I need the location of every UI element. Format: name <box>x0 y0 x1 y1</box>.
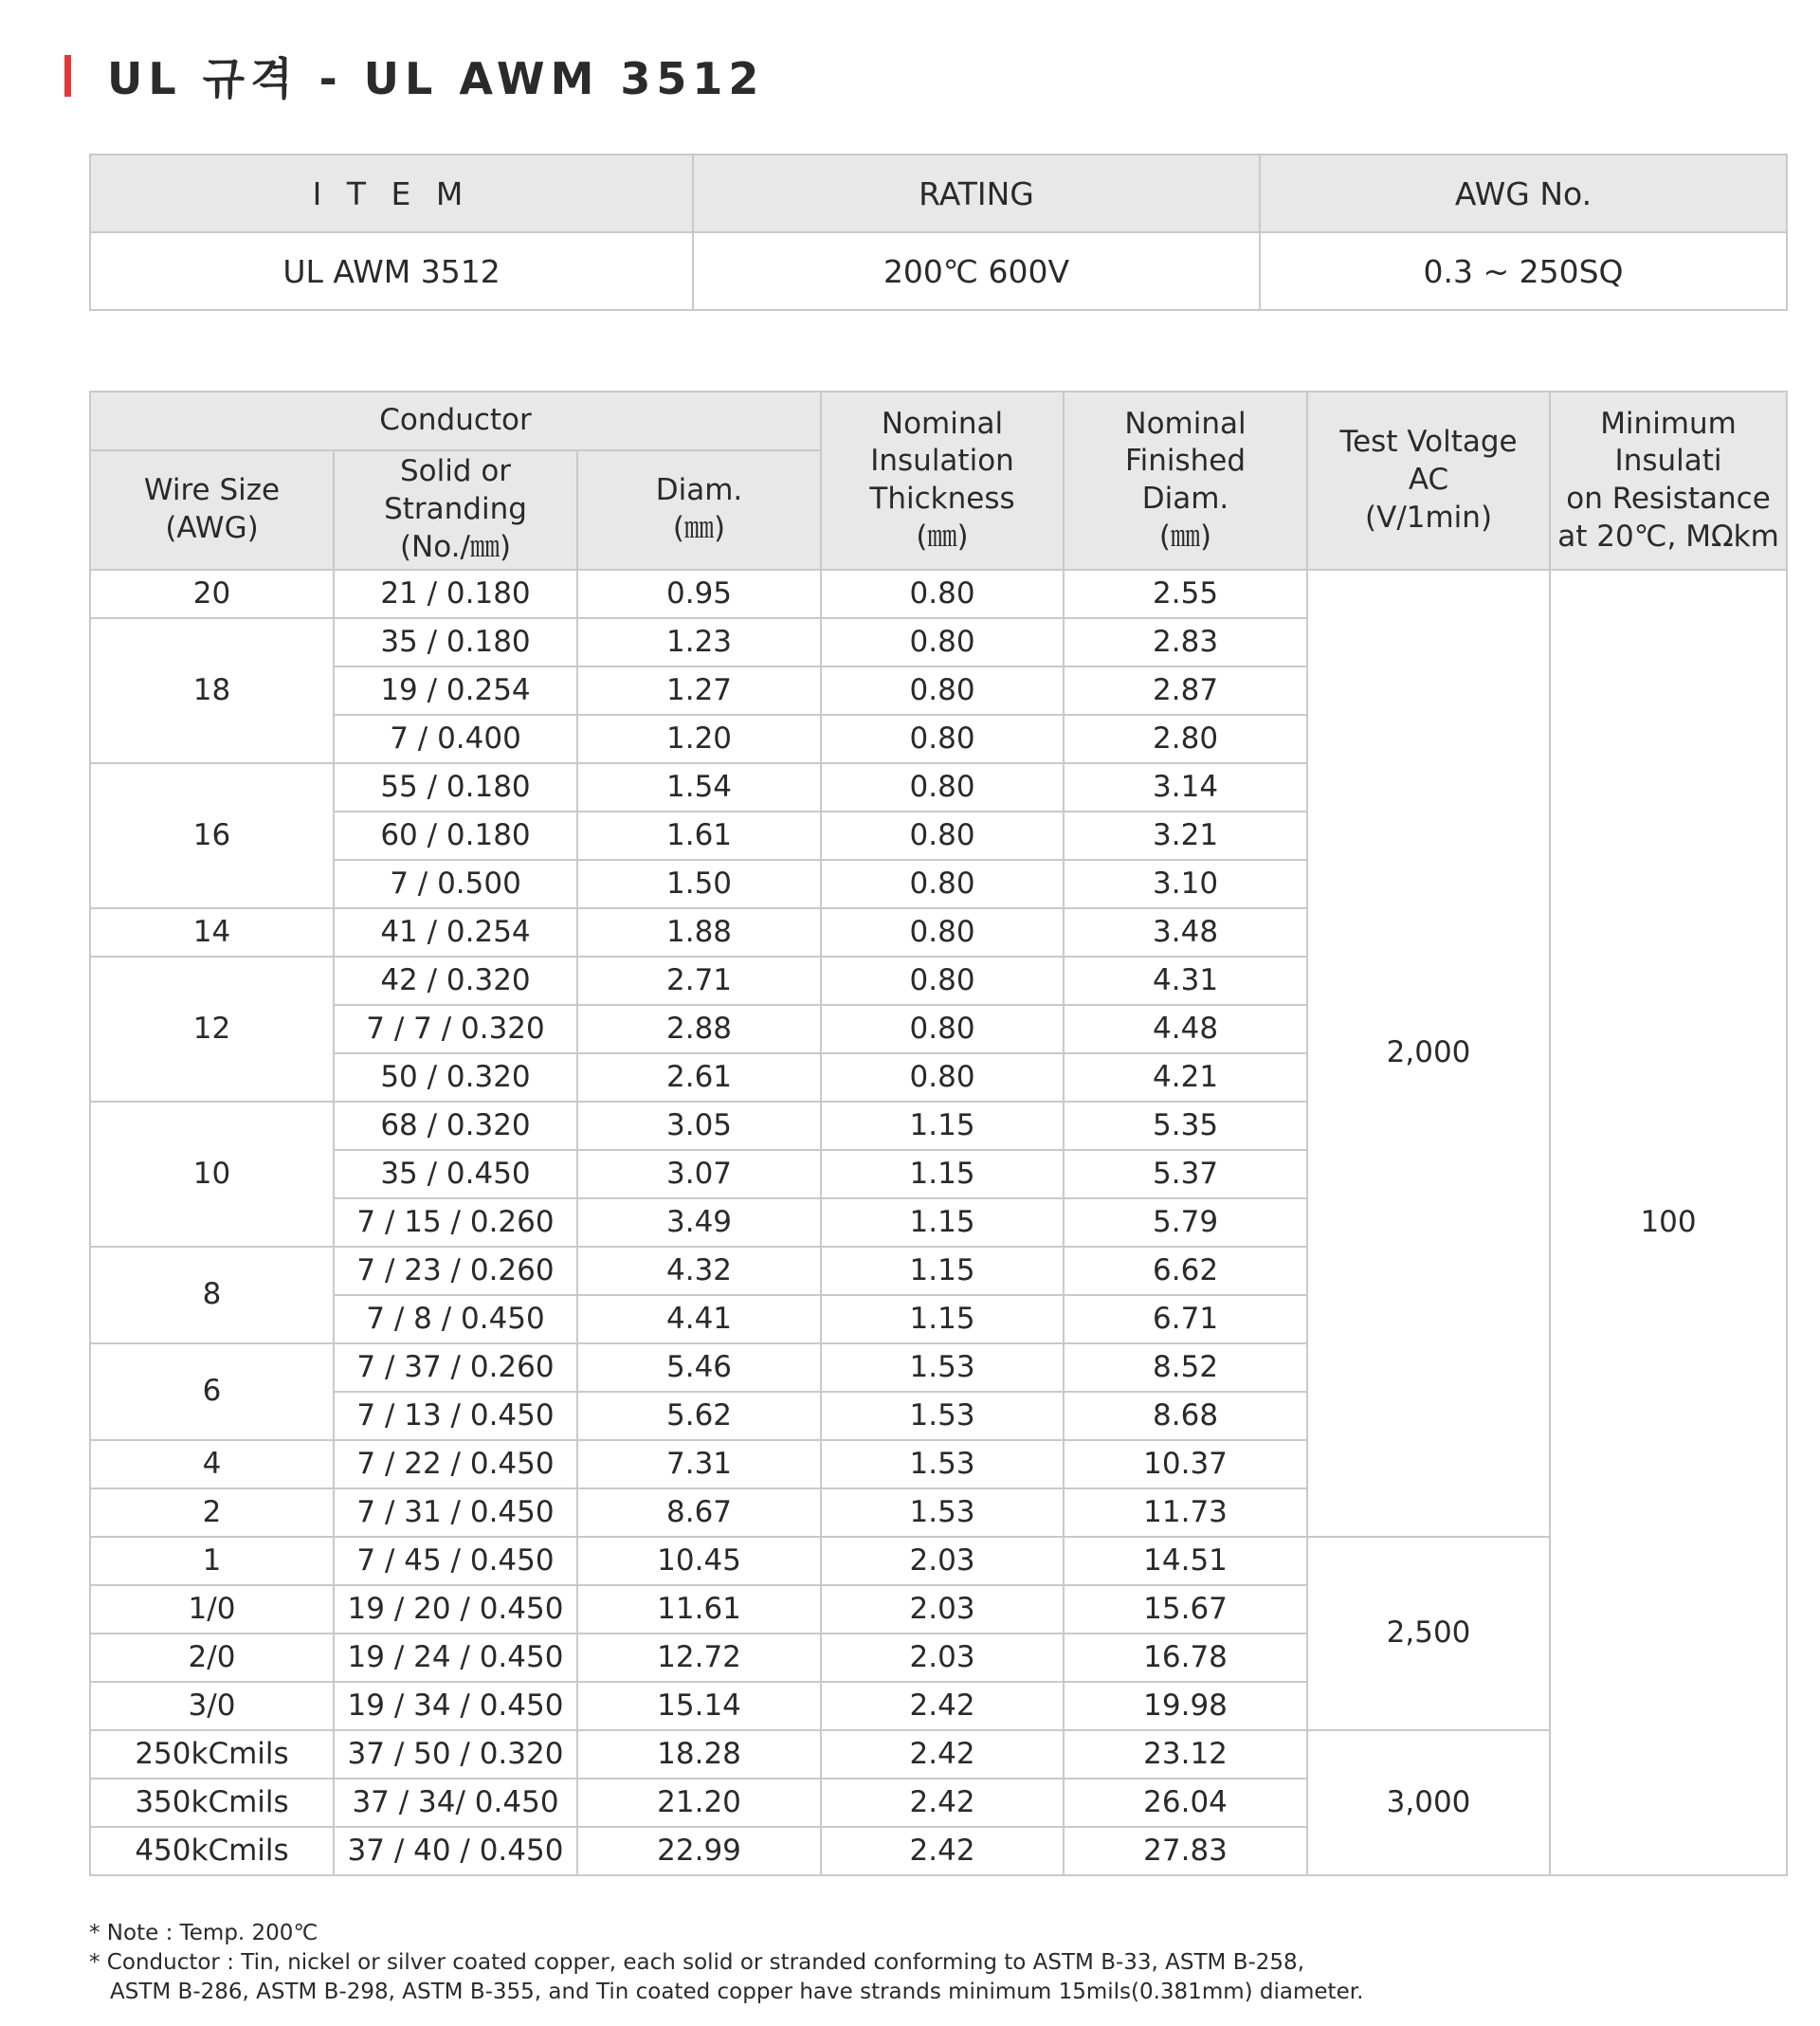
finished-diam-cell: 3.48 <box>1064 908 1307 957</box>
wire-size-cell: 1/0 <box>90 1585 334 1634</box>
insulation-cell: 0.80 <box>821 763 1064 812</box>
finished-diam-cell: 3.10 <box>1064 860 1307 908</box>
header-insulation-resistance: Minimum Insulati on Resistance at 20℃, MΩkm <box>1550 392 1787 570</box>
stranding-cell: 7 / 22 / 0.450 <box>334 1440 577 1488</box>
wire-size-cell: 2/0 <box>90 1634 334 1682</box>
summary-header-row <box>90 155 1787 232</box>
note-temp: * Note : Temp. 200℃ <box>89 1921 318 1945</box>
stranding-cell: 7 / 0.400 <box>334 715 577 763</box>
finished-diam-cell: 2.55 <box>1064 570 1307 618</box>
diam-cell: 21.20 <box>577 1779 821 1827</box>
stranding-cell: 35 / 0.180 <box>334 618 577 666</box>
diam-cell: 1.50 <box>577 860 821 908</box>
stranding-cell: 55 / 0.180 <box>334 763 577 812</box>
diam-cell: 3.05 <box>577 1102 821 1150</box>
stranding-cell: 35 / 0.450 <box>334 1150 577 1198</box>
finished-diam-cell: 4.21 <box>1064 1053 1307 1102</box>
wire-size-cell: 14 <box>90 908 334 957</box>
wire-size-cell: 1 <box>90 1537 334 1585</box>
insulation-cell: 2.42 <box>821 1827 1064 1875</box>
insulation-cell: 2.03 <box>821 1585 1064 1634</box>
insulation-cell: 1.15 <box>821 1295 1064 1343</box>
diam-cell: 5.46 <box>577 1343 821 1392</box>
diam-cell: 4.41 <box>577 1295 821 1343</box>
diam-cell: 1.27 <box>577 666 821 715</box>
note-conductor: * Conductor : Tin, nickel or silver coated copper, each solid or stranded conforming to ASTM B-33, ASTM B-258, <box>89 1950 1305 1975</box>
insulation-cell: 1.53 <box>821 1488 1064 1537</box>
insulation-cell: 1.15 <box>821 1198 1064 1247</box>
diam-cell: 2.61 <box>577 1053 821 1102</box>
finished-diam-cell: 3.21 <box>1064 812 1307 860</box>
finished-diam-cell: 3.14 <box>1064 763 1307 812</box>
spec-table-body <box>90 570 1787 1875</box>
insulation-cell: 1.15 <box>821 1102 1064 1150</box>
finished-diam-cell: 2.87 <box>1064 666 1307 715</box>
finished-diam-cell: 5.35 <box>1064 1102 1307 1150</box>
stranding-cell: 7 / 45 / 0.450 <box>334 1537 577 1585</box>
finished-diam-cell: 26.04 <box>1064 1779 1307 1827</box>
diam-cell: 4.32 <box>577 1247 821 1295</box>
finished-diam-cell: 6.62 <box>1064 1247 1307 1295</box>
stranding-cell: 37 / 40 / 0.450 <box>334 1827 577 1875</box>
wire-size-cell: 6 <box>90 1343 334 1440</box>
summary-value-row <box>90 232 1787 310</box>
stranding-cell: 68 / 0.320 <box>334 1102 577 1150</box>
insulation-cell: 0.80 <box>821 908 1064 957</box>
diam-cell: 22.99 <box>577 1827 821 1875</box>
finished-diam-cell: 11.73 <box>1064 1488 1307 1537</box>
insulation-cell: 1.53 <box>821 1343 1064 1392</box>
table-row <box>90 1537 1787 1585</box>
wire-size-cell: 8 <box>90 1247 334 1343</box>
wire-size-cell: 20 <box>90 570 334 618</box>
test-voltage-cell: 2,000 <box>1307 570 1550 1537</box>
diam-cell: 1.54 <box>577 763 821 812</box>
stranding-cell: 19 / 20 / 0.450 <box>334 1585 577 1634</box>
wire-size-cell: 2 <box>90 1488 334 1537</box>
diam-cell: 2.71 <box>577 957 821 1005</box>
stranding-cell: 37 / 34/ 0.450 <box>334 1779 577 1827</box>
spec-table <box>89 391 1788 1876</box>
finished-diam-cell: 19.98 <box>1064 1682 1307 1730</box>
insulation-cell: 1.53 <box>821 1440 1064 1488</box>
header-finished-diam: Nominal Finished Diam. (㎜) <box>1064 392 1307 570</box>
diam-cell: 15.14 <box>577 1682 821 1730</box>
finished-diam-cell: 2.83 <box>1064 618 1307 666</box>
header-stranding: Solid or Stranding (No./㎜) <box>334 450 577 570</box>
stranding-cell: 21 / 0.180 <box>334 570 577 618</box>
finished-diam-cell: 4.48 <box>1064 1005 1307 1053</box>
diam-cell: 11.61 <box>577 1585 821 1634</box>
stranding-cell: 19 / 24 / 0.450 <box>334 1634 577 1682</box>
finished-diam-cell: 5.79 <box>1064 1198 1307 1247</box>
diam-cell: 8.67 <box>577 1488 821 1537</box>
stranding-cell: 60 / 0.180 <box>334 812 577 860</box>
wire-size-cell: 250kCmils <box>90 1730 334 1779</box>
insulation-cell: 0.80 <box>821 957 1064 1005</box>
diam-cell: 1.61 <box>577 812 821 860</box>
insulation-cell: 2.42 <box>821 1779 1064 1827</box>
finished-diam-cell: 10.37 <box>1064 1440 1307 1488</box>
stranding-cell: 7 / 15 / 0.260 <box>334 1198 577 1247</box>
wire-size-cell: 10 <box>90 1102 334 1247</box>
insulation-cell: 1.15 <box>821 1150 1064 1198</box>
insulation-cell: 0.80 <box>821 666 1064 715</box>
header-insulation-thickness: Nominal Insulation Thickness (㎜) <box>821 392 1064 570</box>
insulation-cell: 0.80 <box>821 812 1064 860</box>
table-row <box>90 570 1787 618</box>
stranding-cell: 42 / 0.320 <box>334 957 577 1005</box>
summary-header-item: I T E M <box>90 155 693 232</box>
finished-diam-cell: 5.37 <box>1064 1150 1307 1198</box>
header-test-voltage: Test Voltage AC (V/1min) <box>1307 392 1550 570</box>
insulation-cell: 0.80 <box>821 860 1064 908</box>
stranding-cell: 7 / 31 / 0.450 <box>334 1488 577 1537</box>
stranding-cell: 37 / 50 / 0.320 <box>334 1730 577 1779</box>
test-voltage-cell: 3,000 <box>1307 1730 1550 1875</box>
stranding-cell: 7 / 7 / 0.320 <box>334 1005 577 1053</box>
finished-diam-cell: 14.51 <box>1064 1537 1307 1585</box>
wire-size-cell: 450kCmils <box>90 1827 334 1875</box>
summary-table <box>89 154 1788 311</box>
diam-cell: 2.88 <box>577 1005 821 1053</box>
title-accent-bar <box>64 55 71 97</box>
finished-diam-cell: 16.78 <box>1064 1634 1307 1682</box>
finished-diam-cell: 27.83 <box>1064 1827 1307 1875</box>
summary-item-value: UL AWM 3512 <box>90 232 693 310</box>
stranding-cell: 41 / 0.254 <box>334 908 577 957</box>
insulation-cell: 2.42 <box>821 1730 1064 1779</box>
insulation-cell: 0.80 <box>821 715 1064 763</box>
spec-header-row-1 <box>90 392 1787 450</box>
summary-rating-value: 200℃ 600V <box>693 232 1260 310</box>
diam-cell: 12.72 <box>577 1634 821 1682</box>
diam-cell: 3.07 <box>577 1150 821 1198</box>
header-wire-size: Wire Size (AWG) <box>90 450 334 570</box>
diam-cell: 10.45 <box>577 1537 821 1585</box>
insulation-cell: 2.03 <box>821 1537 1064 1585</box>
diam-cell: 1.23 <box>577 618 821 666</box>
wire-size-cell: 16 <box>90 763 334 908</box>
insulation-cell: 1.53 <box>821 1392 1064 1440</box>
insulation-cell: 0.80 <box>821 618 1064 666</box>
insulation-cell: 2.03 <box>821 1634 1064 1682</box>
wire-size-cell: 18 <box>90 618 334 763</box>
stranding-cell: 7 / 23 / 0.260 <box>334 1247 577 1295</box>
finished-diam-cell: 6.71 <box>1064 1295 1307 1343</box>
stranding-cell: 19 / 34 / 0.450 <box>334 1682 577 1730</box>
wire-size-cell: 4 <box>90 1440 334 1488</box>
stranding-cell: 7 / 37 / 0.260 <box>334 1343 577 1392</box>
summary-header-rating: RATING <box>693 155 1260 232</box>
summary-header-awg: AWG No. <box>1260 155 1787 232</box>
finished-diam-cell: 15.67 <box>1064 1585 1307 1634</box>
finished-diam-cell: 8.68 <box>1064 1392 1307 1440</box>
finished-diam-cell: 4.31 <box>1064 957 1307 1005</box>
stranding-cell: 7 / 0.500 <box>334 860 577 908</box>
page-title-text: UL 규격 - UL AWM 3512 <box>107 53 765 104</box>
table-row <box>90 1730 1787 1779</box>
diam-cell: 3.49 <box>577 1198 821 1247</box>
wire-size-cell: 3/0 <box>90 1682 334 1730</box>
finished-diam-cell: 8.52 <box>1064 1343 1307 1392</box>
finished-diam-cell: 2.80 <box>1064 715 1307 763</box>
summary-awg-value: 0.3 ~ 250SQ <box>1260 232 1787 310</box>
wire-size-cell: 12 <box>90 957 334 1102</box>
insulation-cell: 1.15 <box>821 1247 1064 1295</box>
insulation-cell: 0.80 <box>821 570 1064 618</box>
insulation-cell: 2.42 <box>821 1682 1064 1730</box>
insulation-cell: 0.80 <box>821 1053 1064 1102</box>
diam-cell: 1.20 <box>577 715 821 763</box>
insulation-cell: 0.80 <box>821 1005 1064 1053</box>
diam-cell: 0.95 <box>577 570 821 618</box>
diam-cell: 1.88 <box>577 908 821 957</box>
notes <box>89 1919 1786 2007</box>
stranding-cell: 50 / 0.320 <box>334 1053 577 1102</box>
conductor-group-header: Conductor <box>90 392 821 450</box>
diam-cell: 7.31 <box>577 1440 821 1488</box>
stranding-cell: 7 / 13 / 0.450 <box>334 1392 577 1440</box>
header-diam: Diam. (㎜) <box>577 450 821 570</box>
page-title <box>64 46 764 106</box>
stranding-cell: 19 / 0.254 <box>334 666 577 715</box>
note-conductor-cont: ASTM B-286, ASTM B-298, ASTM B-355, and Tin coated copper have strands minimum 15mils(0.381mm) diameter. <box>110 1980 1364 2004</box>
insulation-resistance-cell: 100 <box>1550 570 1787 1875</box>
test-voltage-cell: 2,500 <box>1307 1537 1550 1730</box>
diam-cell: 5.62 <box>577 1392 821 1440</box>
stranding-cell: 7 / 8 / 0.450 <box>334 1295 577 1343</box>
diam-cell: 18.28 <box>577 1730 821 1779</box>
finished-diam-cell: 23.12 <box>1064 1730 1307 1779</box>
wire-size-cell: 350kCmils <box>90 1779 334 1827</box>
